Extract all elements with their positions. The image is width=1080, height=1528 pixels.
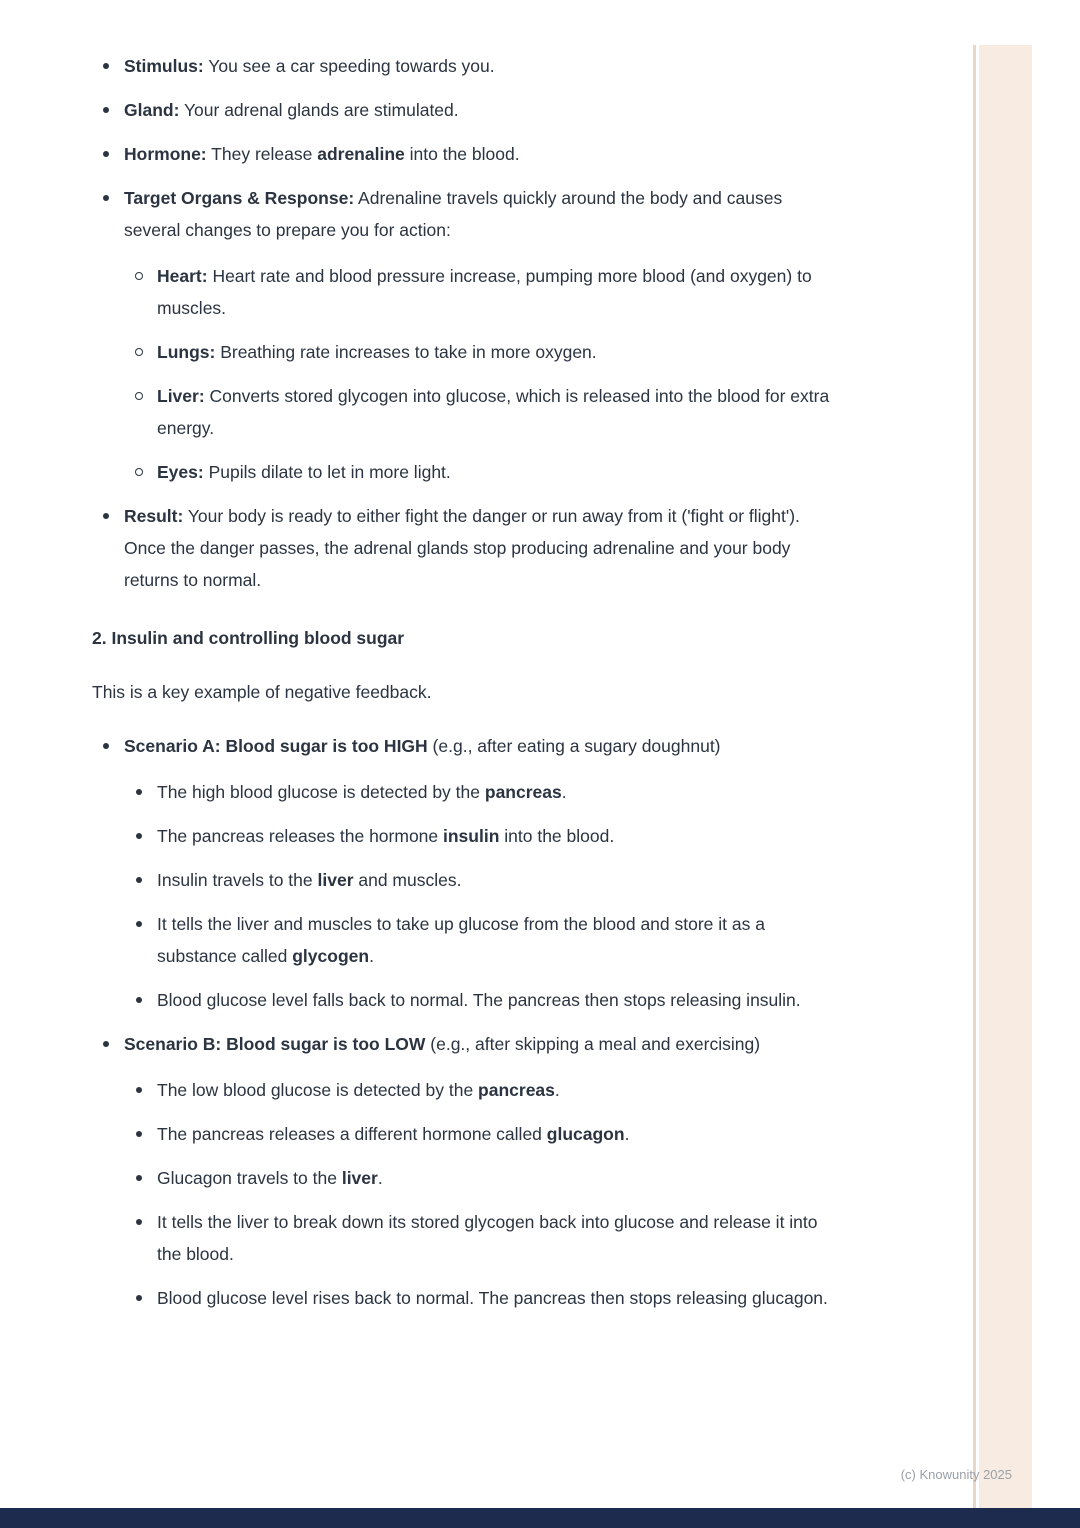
- text-segment: The high blood glucose is detected by the: [157, 782, 485, 802]
- list-item-text: [124, 1028, 833, 1060]
- watermark: (c) Knowunity 2025: [900, 1467, 1012, 1482]
- text-segment: Gland:: [124, 100, 180, 120]
- text-segment: Stimulus:: [124, 56, 204, 76]
- list-item: [157, 1282, 833, 1314]
- text-segment: glucagon: [546, 1124, 625, 1144]
- list-item: [124, 94, 833, 126]
- list-item: [157, 820, 833, 852]
- list-item-text: [157, 984, 833, 1016]
- text-segment: Glucagon travels to the: [157, 1168, 342, 1188]
- list-item: [124, 50, 833, 82]
- text-segment: Heart rate and blood pressure increase, pumping more blood (and oxygen) to muscles.: [157, 266, 812, 318]
- list-item: [157, 336, 833, 368]
- text-segment: Blood glucose level rises back to normal. The pancreas then stops releasing glucagon.: [157, 1288, 828, 1308]
- text-segment: This is a key example of negative feedback.: [92, 682, 432, 702]
- text-segment: glycogen: [292, 946, 370, 966]
- bullet-list: [124, 1074, 833, 1314]
- text-segment: 2. Insulin and controlling blood sugar: [92, 628, 405, 648]
- text-segment: liver: [317, 870, 354, 890]
- list-item-text: [157, 260, 833, 324]
- text-segment: adrenaline: [317, 144, 405, 164]
- text-segment: You see a car speeding towards you.: [203, 56, 495, 76]
- list-item: [124, 1028, 833, 1314]
- list-item: [124, 138, 833, 170]
- list-item: [157, 908, 833, 972]
- text-segment: into the blood.: [499, 826, 615, 846]
- list-item-text: [157, 380, 833, 444]
- list-item: [157, 776, 833, 808]
- text-segment: .: [369, 946, 374, 966]
- text-segment: Eyes:: [157, 462, 204, 482]
- text-segment: Blood glucose level falls back to normal. The pancreas then stops releasing insulin.: [157, 990, 801, 1010]
- list-item-text: [157, 1074, 833, 1106]
- bottom-bar: [0, 1508, 1080, 1528]
- list-item: [157, 1074, 833, 1106]
- list-item: [157, 1206, 833, 1270]
- list-item-text: [124, 182, 833, 246]
- bullet-list: [92, 50, 833, 596]
- list-item: [124, 182, 833, 488]
- text-segment: Insulin travels to the: [157, 870, 318, 890]
- text-segment: Breathing rate increases to take in more oxygen.: [215, 342, 597, 362]
- text-segment: into the blood.: [404, 144, 520, 164]
- text-segment: Your body is ready to either fight the danger or run away from it ('fight or flight'). Once the danger passes, the adrenal glands stop producing adrenaline and your body returns to normal.: [124, 506, 800, 590]
- text-segment: The pancreas releases the hormone: [157, 826, 443, 846]
- text-segment: It tells the liver to break down its stored glycogen back into glucose and release it into the blood.: [157, 1212, 818, 1264]
- list-item-text: [157, 1162, 833, 1194]
- text-segment: Result:: [124, 506, 184, 526]
- text-segment: Hormone:: [124, 144, 207, 164]
- page-margin-line: [973, 45, 976, 1508]
- text-segment: Pupils dilate to let in more light.: [203, 462, 451, 482]
- list-item: [157, 456, 833, 488]
- text-segment: The pancreas releases a different hormone called: [157, 1124, 547, 1144]
- text-segment: Scenario B: Blood sugar is too LOW: [124, 1034, 426, 1054]
- list-item-text: [157, 1118, 833, 1150]
- bullet-list: [92, 730, 833, 1314]
- list-item-text: [157, 820, 833, 852]
- list-item-text: [157, 336, 833, 368]
- text-segment: Your adrenal glands are stimulated.: [179, 100, 459, 120]
- text-segment: Converts stored glycogen into glucose, which is released into the blood for extra energy.: [157, 386, 830, 438]
- text-segment: pancreas: [478, 1080, 555, 1100]
- list-item: [124, 730, 833, 1016]
- paragraph: [92, 676, 833, 708]
- text-segment: Adrenaline travels quickly around the body and causes several changes to prepare you for action:: [124, 188, 783, 240]
- text-segment: The low blood glucose is detected by the: [157, 1080, 479, 1100]
- section-heading: [92, 622, 833, 654]
- document-body: [92, 50, 833, 1326]
- list-item: [157, 984, 833, 1016]
- text-segment: .: [377, 1168, 383, 1188]
- text-segment: They release: [206, 144, 318, 164]
- text-segment: Target Organs & Response:: [124, 188, 355, 208]
- list-item-text: [157, 864, 833, 896]
- list-item-text: [157, 1282, 833, 1314]
- text-segment: (e.g., after eating a sugary doughnut): [427, 736, 721, 756]
- page-margin-strip: [979, 45, 1032, 1508]
- list-item-text: [157, 908, 833, 972]
- text-segment: pancreas: [484, 782, 562, 802]
- list-item: [157, 380, 833, 444]
- list-item-text: [124, 500, 833, 596]
- list-item-text: [124, 138, 833, 170]
- list-item: [124, 500, 833, 596]
- text-segment: Scenario A: Blood sugar is too HIGH: [124, 736, 428, 756]
- text-segment: insulin: [443, 826, 500, 846]
- text-segment: .: [561, 782, 567, 802]
- list-item: [157, 260, 833, 324]
- text-segment: (e.g., after skipping a meal and exercising): [425, 1034, 761, 1054]
- text-segment: and muscles.: [353, 870, 462, 890]
- list-item-text: [157, 456, 833, 488]
- text-segment: liver: [341, 1168, 378, 1188]
- list-item-text: [124, 50, 833, 82]
- list-item: [157, 1118, 833, 1150]
- text-segment: .: [624, 1124, 630, 1144]
- list-item-text: [124, 94, 833, 126]
- list-item: [157, 864, 833, 896]
- list-item: [157, 1162, 833, 1194]
- bullet-list: [124, 776, 833, 1016]
- list-item-text: [124, 730, 833, 762]
- text-segment: .: [554, 1080, 560, 1100]
- text-segment: Lungs:: [157, 342, 216, 362]
- text-segment: Heart:: [157, 266, 208, 286]
- list-item-text: [157, 776, 833, 808]
- text-segment: Liver:: [157, 386, 205, 406]
- bullet-list: [124, 260, 833, 488]
- list-item-text: [157, 1206, 833, 1270]
- text-segment: It tells the liver and muscles to take up glucose from the blood and store it as a substance called: [157, 914, 765, 966]
